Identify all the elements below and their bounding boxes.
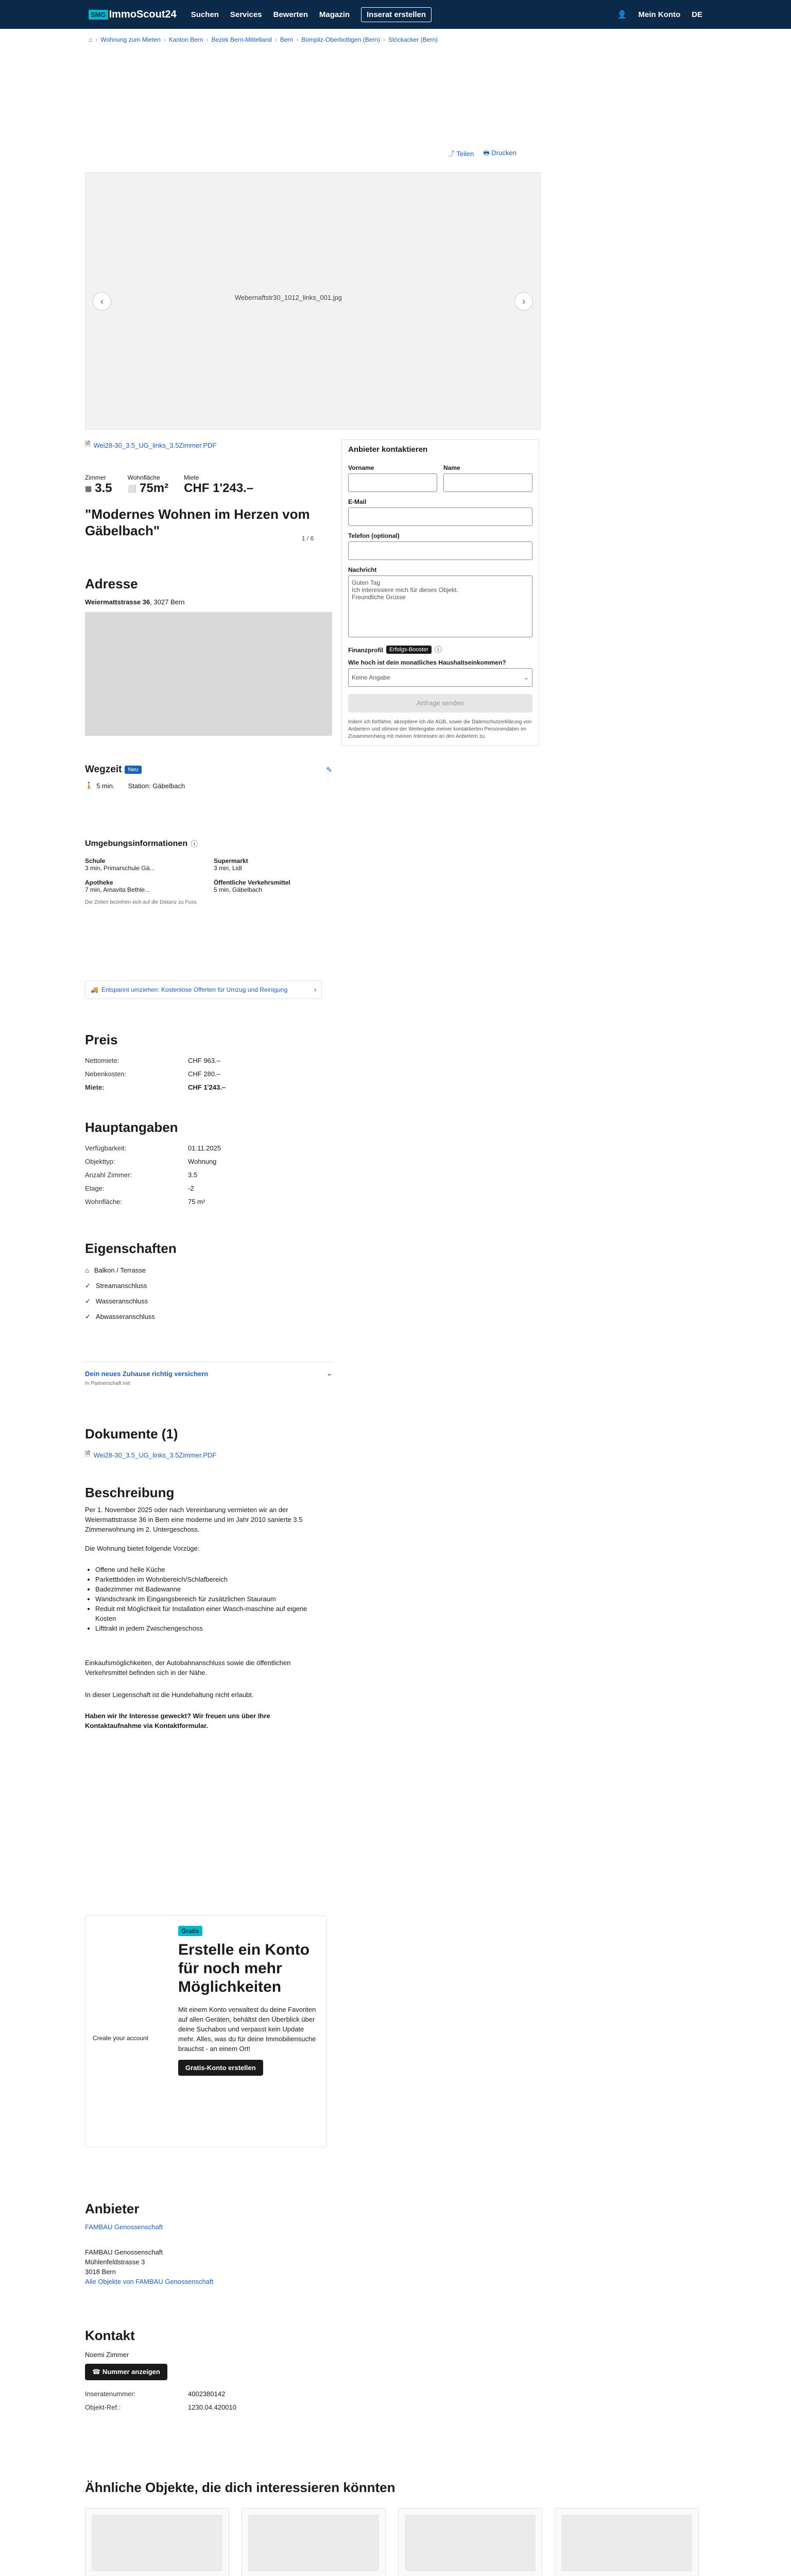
similar-card[interactable] [85,2508,229,2576]
check-icon: ✓ [85,1282,91,1290]
email-input[interactable] [348,507,532,526]
logo-mark: SMG [89,10,108,20]
address-heading: Adresse [85,576,138,591]
walk-icon: 🚶 [85,782,94,789]
surrounding-item: Öffentliche Verkehrsmittel 5 min, Gäbelbach [214,879,290,893]
similar-card[interactable] [242,2508,386,2576]
surrounding-item: Apotheke 7 min, Amavita Bethle... [85,879,150,893]
share-icon: ⤴ [448,150,455,158]
first-name-input[interactable] [348,473,437,492]
area-icon: ⬜ [127,484,137,493]
price-row: Miete: CHF 1'243.– [85,1083,226,1091]
create-listing-button[interactable]: Inserat erstellen [361,7,432,22]
feature-item: ✓ Wasseranschluss [85,1294,332,1309]
logo-text: ImmoScout24 [109,8,177,20]
rent-value: CHF 1'243.– [184,481,254,495]
account-card: Create your account Gratis Erstelle ein Konto für noch mehr Möglichkeiten Mit einem Konto verwaltest du deine Favoriten auf allen Geräten, behältst den Überblick über deine Suchabos und verpasst kein Update mehr. Alles, was du für deine Immobiliensuche brauchst - an einem Ort! Gratis-Konto erstellen [85,1916,327,2147]
balcony-icon: ⌂ [85,1266,89,1274]
logo[interactable] [89,9,177,21]
main-info-section: Hauptangaben Verfügbarkeit: 01.11.2025 Objekttyp: Wohnung Anzahl Zimmer: 3.5 Etage: -2 Wohnfläche: 75 m² [85,1120,332,1209]
contact-section: Kontakt Noemi Zimmer ☎ Nummer anzeigen Inseratenummer: 4002380142 Objekt-Ref.: 1230.04.420010 [85,2328,332,2414]
listing-title: "Modernes Wohnen im Herzen vom Gäbelbach" [85,506,310,538]
breadcrumb-item[interactable]: Kanton Bern [168,36,203,43]
provider-logo[interactable]: FAMBAU Genossenschaft [85,2223,163,2231]
create-account-button[interactable]: Gratis-Konto erstellen [178,2060,263,2076]
info-row: Wohnfläche: 75 m² [85,1198,205,1206]
features-section: Eigenschaften ⌂ Balkon / Terrasse ✓ Streamanschluss ✓ Wasseranschluss ✓ Abwasseranschluss [85,1241,332,1325]
contact-row: Objekt-Ref.: 1230.04.420010 [85,2403,236,2411]
chevron-down-icon: ⌄ [523,674,529,681]
price-row: Nettomiete: CHF 963.– [85,1057,220,1064]
phone-input[interactable] [348,541,532,560]
pdf-link-row[interactable] [85,439,332,451]
area-value: 75m² [140,481,169,495]
document-link[interactable]: Wei28-30_3.5_UG_links_3.5Zimmer.PDF [93,1451,217,1459]
main-nav [191,10,441,19]
chevron-down-icon: ⌄ [326,1369,332,1377]
surroundings-section: Umgebungsinformationen ⓘ Schule 3 min, Primarschule Gä... Supermarkt 3 min, Lidl Apotheke 7 min, Amavita Bethle... Öffentliche Verkehrsmittel 5 min, Gäbelbach Die Zeiten beziehen sich auf die Distanz zu Fuss. [85,839,332,905]
check-icon: ✓ [85,1297,91,1305]
nav-services[interactable]: Services [230,10,262,19]
info-row: Objekttyp: Wohnung [85,1158,217,1165]
insurance-banner[interactable]: Dein neues Zuhause richtig versichern ⌄ In Partnerschaft mit: [85,1362,332,1386]
share-button[interactable]: ⤴ Teilen [448,150,474,158]
free-badge: Gratis [178,1926,202,1936]
print-button[interactable]: 🖶 Drucken [483,149,517,157]
breadcrumb-item[interactable]: Bümpliz-Oberbottigen (Bern) [301,36,380,43]
user-icon: 👤 [617,10,627,19]
provider-section: Anbieter FAMBAU Genossenschaft FAMBAU Genossenschaft Mühlenfeldstrasse 3 3018 Bern Alle Objekte von FAMBAU Genossenschaft [85,2204,332,2286]
transit-section: Wegzeit Neu ✎ 🚶 5 min. Station: Gäbelbach [85,764,332,790]
submit-button[interactable]: Anfrage senden [348,694,532,713]
info-icon[interactable]: ⓘ [191,840,198,848]
nav-search[interactable]: Suchen [191,10,219,19]
description-section: Beschreibung Per 1. November 2025 oder nach Vereinbarung vermieten wir an der Weiermattstrasse 36 in Bern eine moderne und im Jahr 2010 sanierte 3.5 Zimmerwohnung im 2. Untergeschoss. Die Wohnung bietet folgende Vorzüge: • Offene und helle Küche • Parkettböden im Wohnbereich/Schlafbereich • Badezimmer mit Badewanne • Wandschrank im Eingangsbereich für zusätzlichen Stauraum • Reduit mit Möglichkeit für Installation einer Wasch-maschine auf eigene Kosten • Lifttrakt in jedem Zwischengeschoss Einkaufsmöglichkeiten, der Autobahnanschluss sowie die öffentlichen Verkehrsmittel befinden sich in der Nähe. In dieser Liegenschaft ist die Hundehaltung nicht erlaubt. Haben wir Ihr Interesse geweckt? Wir freuen uns über Ihre Kontaktaufnahme via Kontaktformular. [85,1488,327,1731]
similar-section: Ähnliche Objekte, die dich interessieren könnten [85,2480,708,2576]
info-icon[interactable]: ⓘ [434,646,442,654]
provider-all-link[interactable]: Alle Objekte von FAMBAU Genossenschaft [85,2278,214,2285]
breadcrumb-item[interactable]: Bern [280,36,294,43]
top-right [617,10,702,19]
contact-form: Anbieter kontaktieren Vorname Name E-Mail Telefon (optional) Nachricht Guten Tag Ich interessiere mich für dieses Objekt. Freundliche Grüsse Finanzprofil Erfolgs-Booster ⓘ Wie hoch ist dein monatliches Haushaltseinkommen? Keine Angabe ⌄ Anfrage senden Indem ich fortfahre, akzeptiere ich die AGB, sowie die Datenschutzerklärung von Anbietern und stimme der Weitergabe meiner kontaktierten Personendaten im Zusammenhang mit meinen Interessen an den Anbietern zu. [341,439,539,746]
address-section: Adresse Weiermattstrasse 36, 3027 Bern [85,576,332,736]
document-icon: 🗎 [85,440,91,448]
booster-badge: Erfolgs-Booster [386,646,432,654]
account-image-alt: Create your account [93,2035,149,2042]
home-icon[interactable]: ⌂ [89,36,93,43]
account-link[interactable]: Mein Konto [638,10,681,19]
feature-item: ✓ Streamanschluss [85,1278,332,1294]
nav-evaluate[interactable]: Bewerten [273,10,308,19]
rooms-value: 3.5 [95,481,112,495]
key-stats: Zimmer ▦ 3.5 Wohnfläche ⬜ 75m² Miete CHF 1'243.– "Modernes Wohnen im Herzen vom Gäbelbach" [85,474,332,539]
rooms-icon: ▦ [85,484,92,493]
contact-row: Inseratenummer: 4002380142 [85,2390,226,2398]
message-textarea[interactable]: Guten Tag Ich interessiere mich für dieses Objekt. Freundliche Grüsse [348,575,532,637]
edit-icon[interactable]: ✎ [326,765,332,774]
gallery-counter: 1 / 6 [302,535,314,542]
map[interactable] [85,612,332,736]
breadcrumb: ⌂ › Wohnung zum Mieten › Kanton Bern › Bezirk Bern-Mittelland › Bern › Bümpliz-Oberbottigen (Bern) › Stöckacker (Bern) [89,36,438,43]
surrounding-item: Supermarkt 3 min, Lidl [214,857,248,872]
pdf-link[interactable]: Wei28-30_3.5_UG_links_3.5Zimmer.PDF [93,441,217,449]
gallery-image-alt: Webernaftstr30_1012_links_001.jpg [235,294,342,301]
gallery-prev-button[interactable]: ‹ [93,292,111,311]
breadcrumb-item[interactable]: Wohnung zum Mieten [100,36,161,43]
feature-item: ✓ Abwasseranschluss [85,1309,332,1325]
printer-icon: 🖶 [483,149,490,157]
share-print-actions [448,148,517,160]
similar-card[interactable] [555,2508,699,2576]
price-section: Preis Nettomiete: CHF 963.– Nebenkosten: CHF 280.– Miete: CHF 1'243.– [85,1032,332,1094]
nav-magazine[interactable]: Magazin [319,10,350,19]
chevron-right-icon: › [314,986,316,993]
income-select[interactable]: Keine Angabe ⌄ [348,668,532,687]
info-row: Anzahl Zimmer: 3.5 [85,1171,198,1179]
similar-card[interactable] [398,2508,542,2576]
surrounding-item: Schule 3 min, Primarschule Gä... [85,857,155,872]
last-name-input[interactable] [443,473,532,492]
info-row: Verfügbarkeit: 01.11.2025 [85,1144,221,1152]
phone-icon: ☎ [92,2368,101,2376]
new-badge: Neu [125,766,141,774]
moving-promo[interactable]: 🚚 Entspannt umziehen: Kostenlose Offerten für Umzug und Reinigung › [85,980,322,999]
price-row: Nebenkosten: CHF 280.– [85,1070,220,1078]
check-icon: ✓ [85,1313,91,1320]
documents-section: Dokumente (1) 🗎 Wei28-30_3.5_UG_links_3.5Zimmer.PDF [85,1426,332,1461]
breadcrumb-item[interactable]: Bezirk Bern-Mittelland [211,36,272,43]
breadcrumb-item[interactable]: Stöckacker (Bern) [388,36,438,43]
show-number-button[interactable]: ☎ Nummer anzeigen [85,2364,167,2380]
language-select[interactable]: DE [692,10,702,19]
truck-icon: 🚚 [91,986,98,993]
feature-item: ⌂ Balkon / Terrasse [85,1263,332,1278]
top-bar [0,0,791,29]
gallery-next-button[interactable]: › [514,292,533,311]
document-icon: 🗎 [85,1450,91,1458]
info-row: Etage: -2 [85,1184,194,1192]
